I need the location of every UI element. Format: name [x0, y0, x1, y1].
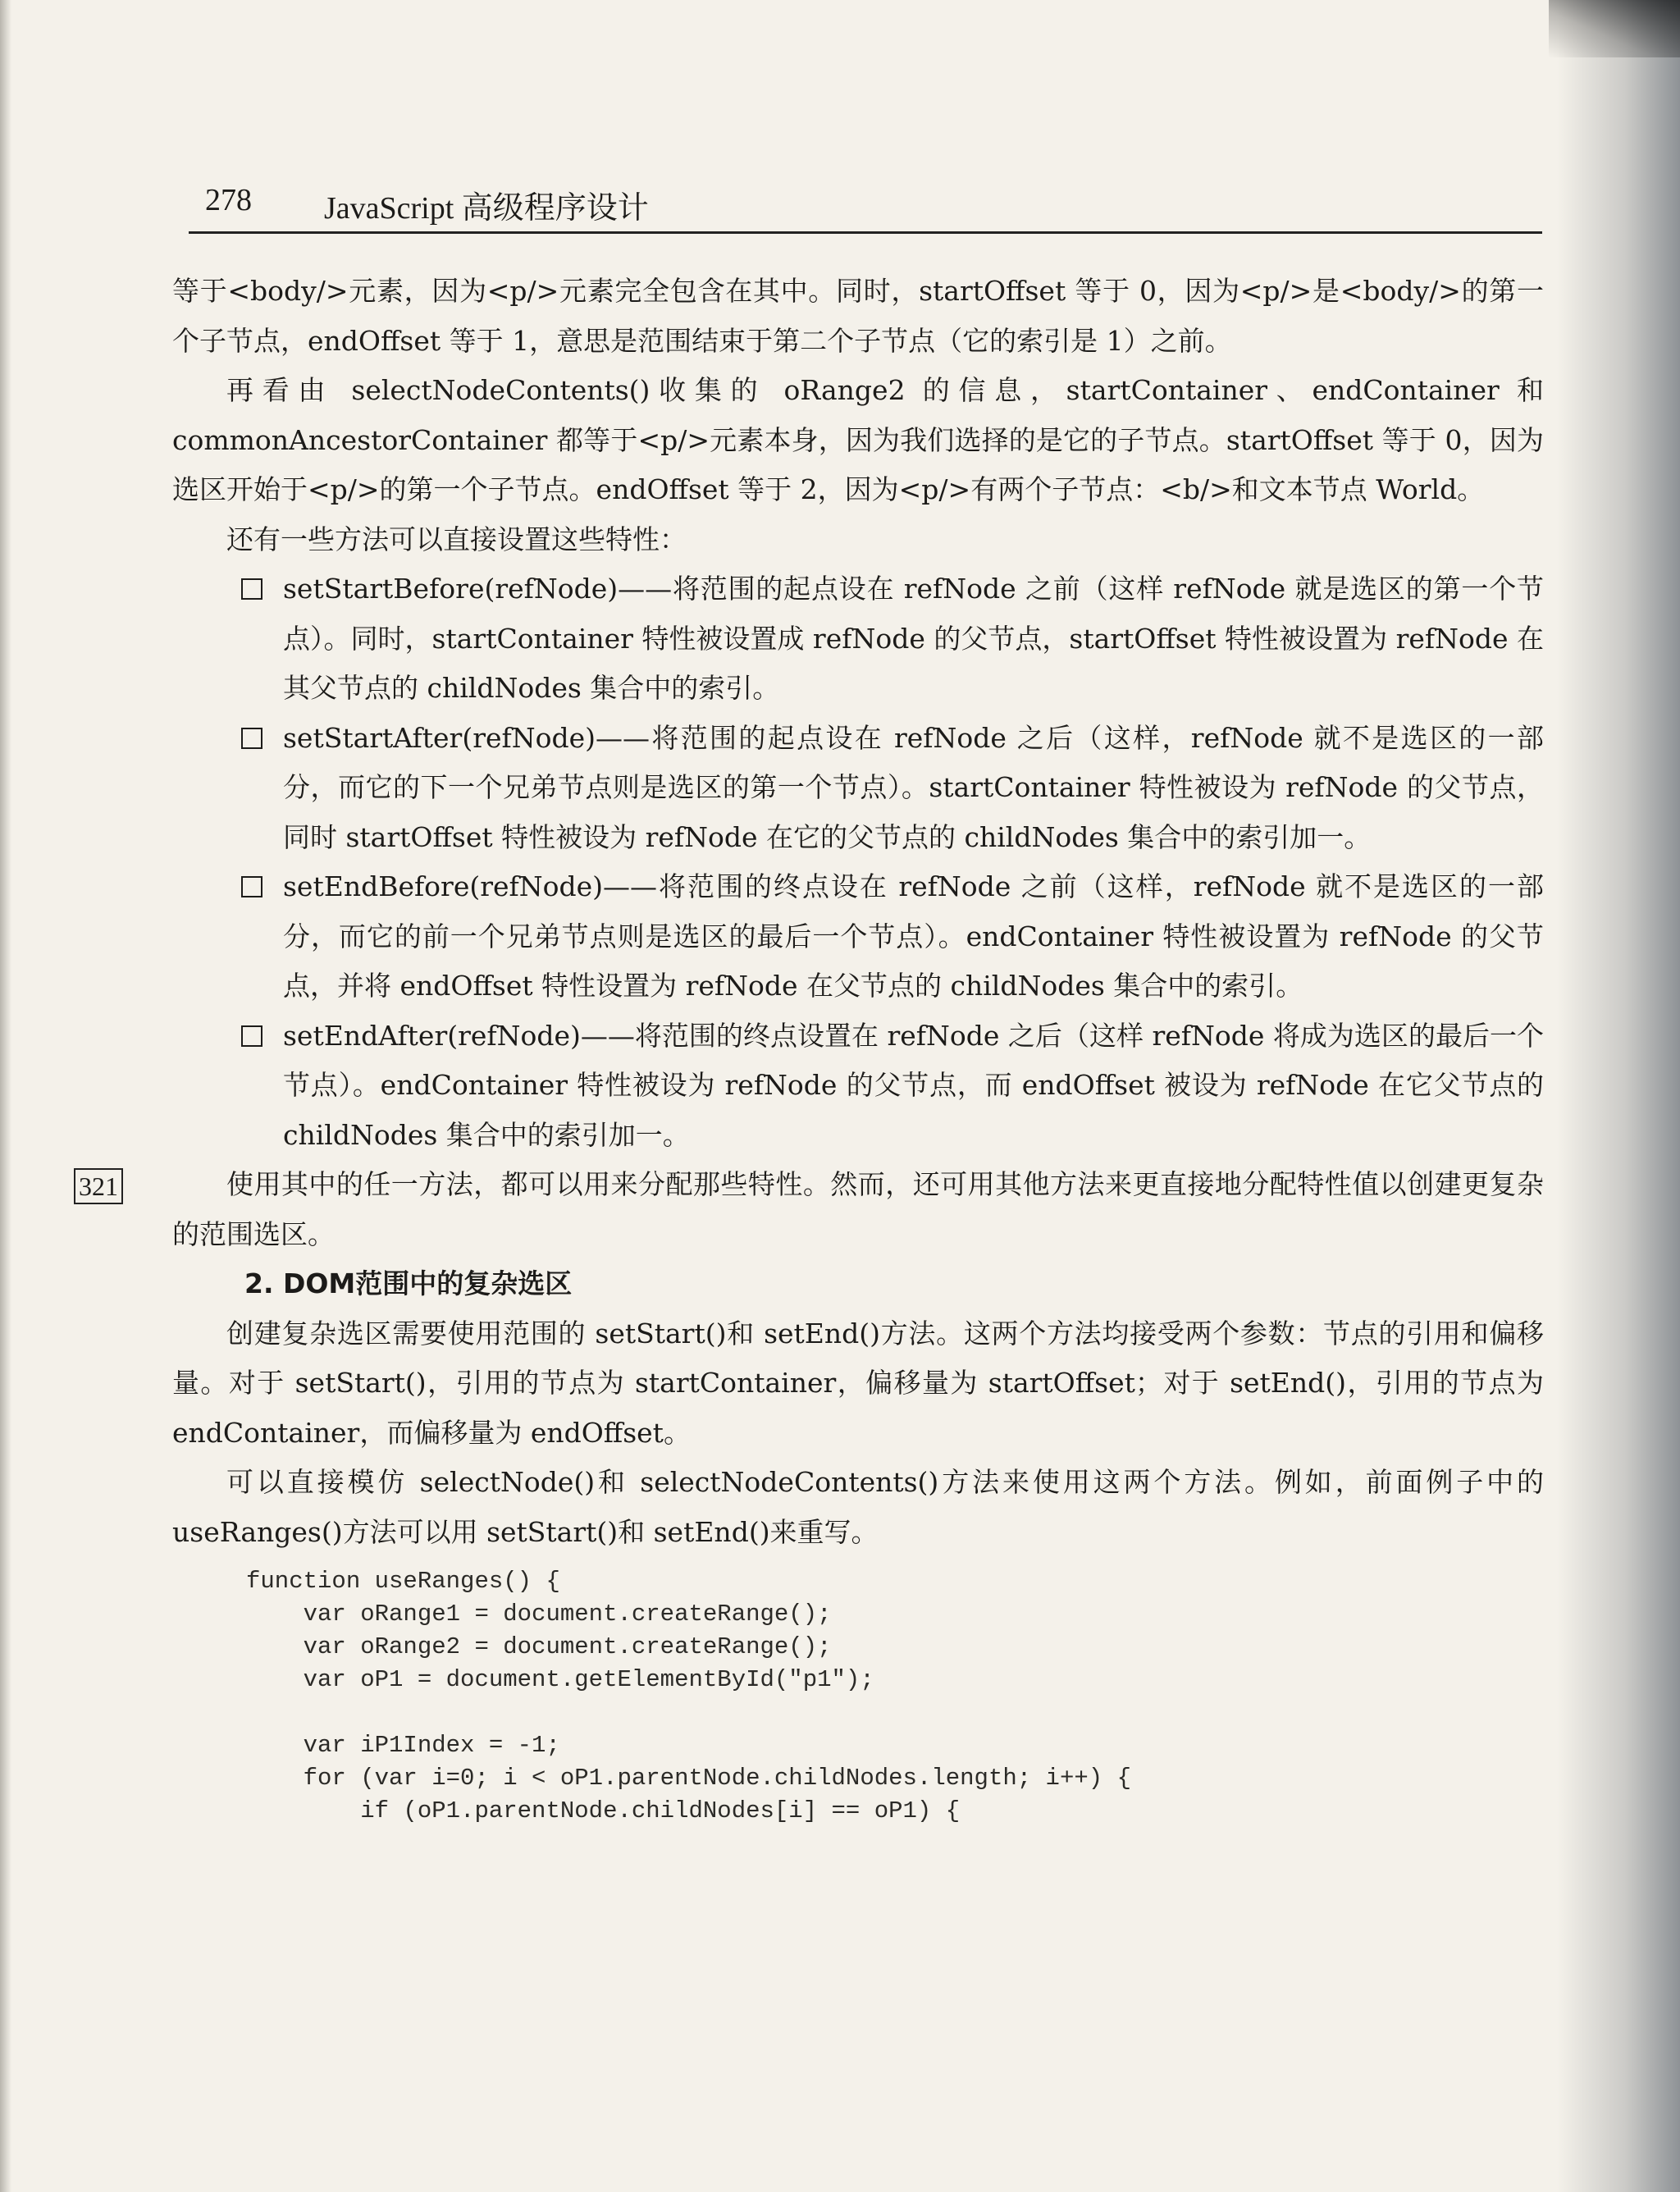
section-heading: 2. DOM范围中的复杂选区 — [244, 1267, 573, 1299]
list-item-setstartafter — [172, 714, 1544, 863]
code-listing: function useRanges() { var oRange1 = document.createRange(); var oRange2 = document.createRange(); var oP1 = document.getElementById("p1"); var iP1Index = -1; for (var i=0; i < oP1.parentNode.childNodes.length; i++) { if (oP1.parentNode.childNodes[i] == oP1) { — [246, 1568, 1131, 1824]
page-left-edge — [0, 0, 11, 2192]
list-item-setendafter — [172, 1012, 1544, 1161]
page-gutter-shadow — [1557, 0, 1680, 2192]
checkbox-bullet-icon — [241, 578, 262, 600]
paragraph-setstart-setend: 创建复杂选区需要使用范围的 setStart()和 setEnd()方法。这两个方法均接受两个参数：节点的引用和偏移量。对于 setStart()，引用的节点为 startContainer，偏移量为 startOffset；对于 setEnd()，引用的节点为 endContainer，而偏移量为 endOffset。 — [172, 1317, 1544, 1449]
paragraph-continued: 等于<body/>元素，因为<p/>元素完全包含在其中。同时，startOffset 等于 0，因为<p/>是<body/>的第一个子节点，endOffset 等于 1，意思是范围结束于第二个子节点（它的索引是 1）之前。 — [172, 275, 1544, 357]
book-title: JavaScript 高级程序设计 — [324, 191, 649, 226]
margin-page-reference: 321 — [74, 1168, 123, 1204]
page-body — [172, 267, 1544, 1828]
list-item-setstartbefore — [172, 564, 1544, 714]
list-item-text: setStartAfter(refNode)——将范围的起点设在 refNode 之后（这样，refNode 就不是选区的一部分，而它的下一个兄弟节点则是选区的第一个节点）。startContainer 特性被设为 refNode 的父节点，同时 startOffset 特性被设为 refNode 在它的父节点的 childNodes 集合中的索引加一。 — [283, 721, 1544, 853]
checkbox-bullet-icon — [241, 1025, 262, 1047]
checkbox-bullet-icon — [241, 876, 262, 897]
paragraph-userranges: 可以直接模仿 selectNode()和 selectNodeContents()方法来使用这两个方法。例如，前面例子中的 useRanges()方法可以用 setStart()和 setEnd()来重写。 — [172, 1466, 1544, 1548]
paragraph-after-list: 使用其中的任一方法，都可以用来分配那些特性。然而，还可用其他方法来更直接地分配特性值以创建更复杂的范围选区。 — [172, 1168, 1544, 1250]
list-item-text: setEndBefore(refNode)——将范围的终点设在 refNode 之前（这样，refNode 就不是选区的一部分，而它的前一个兄弟节点则是选区的最后一个节点）。endContainer 特性被设置为 refNode 的父节点，并将 endOffset 特性设置为 refNode 在父节点的 childNodes 集合中的索引。 — [283, 870, 1544, 1002]
page-header — [189, 179, 1542, 234]
paragraph-orange2: 再看由 selectNodeContents()收集的 oRange2 的信息，startContainer、endContainer 和 commonAncestorContainer 都等于<p/>元素本身，因为我们选择的是它的子节点。startOffset 等于 0，因为选区开始于<p/>的第一个子节点。endOffset 等于 2，因为<p/>有两个子节点：<b/>和文本节点 World。 — [172, 374, 1544, 505]
list-item-text: setStartBefore(refNode)——将范围的起点设在 refNode 之前（这样 refNode 就是选区的第一个节点）。同时，startContainer 特性被设置成 refNode 的父节点，startOffset 特性被设置为 refNode 在其父节点的 childNodes 集合中的索引。 — [283, 573, 1544, 704]
list-item-setendbefore — [172, 862, 1544, 1012]
page-corner-shadow — [1549, 0, 1680, 57]
paragraph-methods-intro: 还有一些方法可以直接设置这些特性： — [226, 523, 687, 555]
checkbox-bullet-icon — [241, 728, 262, 749]
list-item-text: setEndAfter(refNode)——将范围的终点设置在 refNode 之后（这样 refNode 将成为选区的最后一个节点）。endContainer 特性被设为 refNode 的父节点，而 endOffset 被设为 refNode 在它父节点的 childNodes 集合中的索引加一。 — [283, 1019, 1544, 1151]
page-number: 278 — [205, 183, 252, 217]
